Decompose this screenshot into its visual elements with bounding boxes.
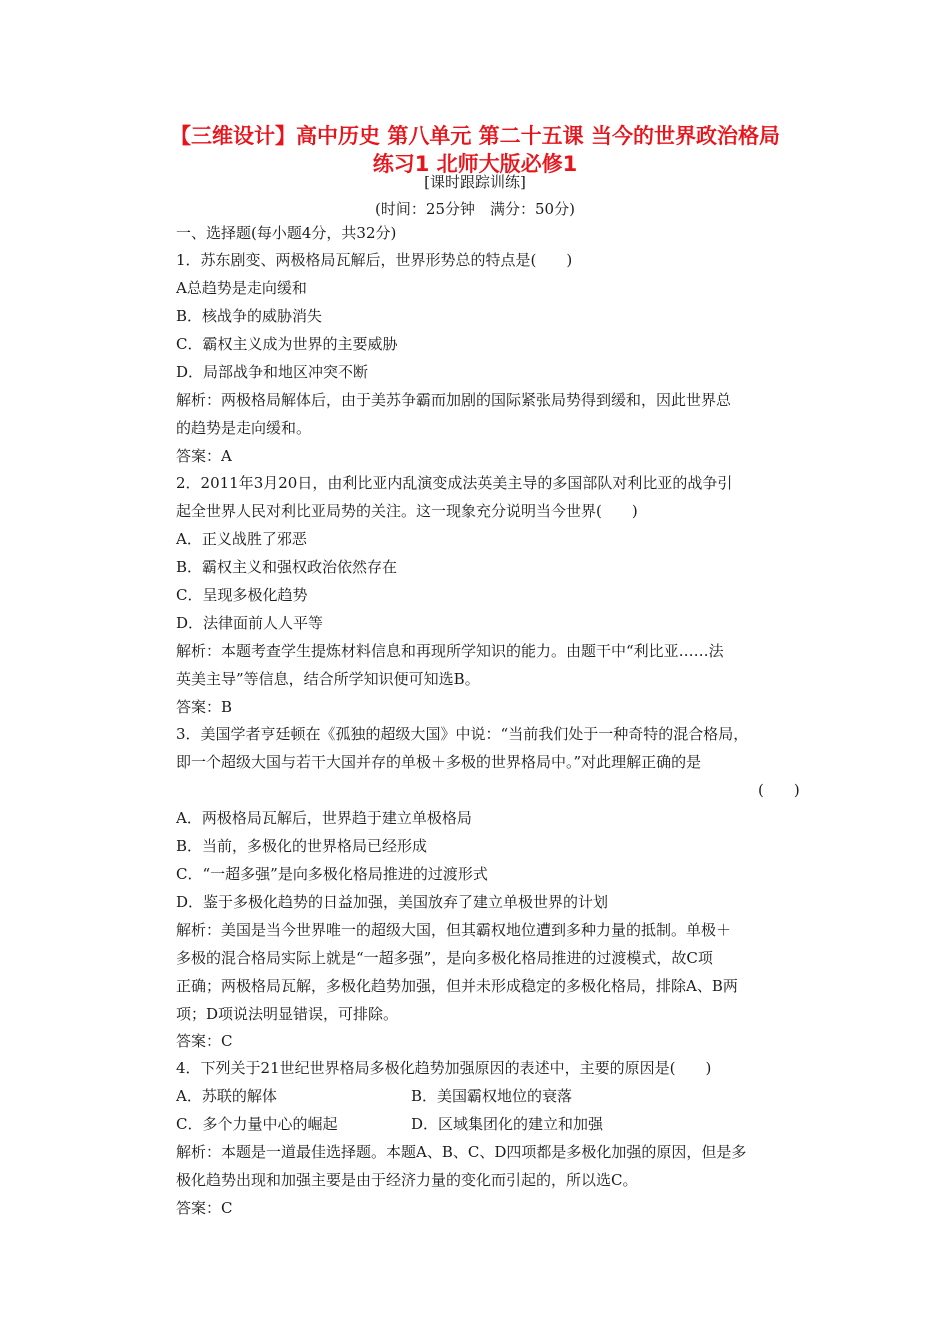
- question-2-option-d: D．法律面前人人平等: [176, 614, 324, 632]
- question-2-analysis-line1: 解析：本题考查学生提炼材料信息和再现所学知识的能力。由题干中“利比亚……法: [176, 642, 724, 660]
- question-4-stem: 4．下列关于21世纪世界格局多极化趋势加强原因的表述中，主要的原因是( ): [176, 1059, 712, 1077]
- question-1-analysis-line1: 解析：两极格局解体后，由于美苏争霸而加剧的国际紧张局势得到缓和，因此世界总: [176, 391, 732, 409]
- question-4-analysis-line1: 解析：本题是一道最佳选择题。本题A、B、C、D四项都是多极化加强的原因，但是多: [176, 1143, 747, 1161]
- question-2-option-b: B．霸权主义和强权政治依然存在: [176, 558, 398, 576]
- document-title-line1: 【三维设计】高中历史 第八单元 第二十五课 当今的世界政治格局: [170, 124, 780, 148]
- question-2-option-c: C．呈现多极化趋势: [176, 586, 308, 604]
- question-4-option-a: A．苏联的解体: [176, 1087, 277, 1105]
- question-3-option-c: C．“一超多强”是向多极化格局推进的过渡形式: [176, 865, 488, 883]
- question-4-option-c: C．多个力量中心的崛起: [176, 1115, 338, 1133]
- question-1-analysis-line2: 的趋势是走向缓和。: [176, 419, 312, 437]
- question-1-option-a: A总趋势是走向缓和: [176, 279, 307, 297]
- question-3-option-a: A．两极格局瓦解后，世界趋于建立单极格局: [176, 809, 472, 827]
- question-4-option-b: B．美国霸权地位的衰落: [411, 1087, 573, 1105]
- question-3-analysis-line4: 项；D项说法明显错误，可排除。: [176, 1005, 399, 1023]
- question-2-answer: 答案：B: [176, 698, 233, 716]
- question-2-option-a: A．正义战胜了邪恶: [176, 530, 307, 548]
- subtitle: [课时跟踪训练]: [424, 173, 526, 191]
- question-3-analysis-line3: 正确；两极格局瓦解，多极化趋势加强，但并未形成稳定的多极化格局，排除A、B两: [176, 977, 738, 995]
- time-score-info: (时间：25分钟 满分：50分): [375, 200, 575, 218]
- question-2-stem-line1: 2．2011年3月20日，由利比亚内乱演变成法英美主导的多国部队对利比亚的战争引: [176, 474, 733, 492]
- question-2-stem-line2: 起全世界人民对利比亚局势的关注。这一现象充分说明当今世界( ): [176, 502, 638, 520]
- question-2-analysis-line2: 英美主导”等信息，结合所学知识便可知选B。: [176, 670, 480, 688]
- question-3-answer-blank: ( ): [758, 781, 800, 799]
- question-1-option-c: C．霸权主义成为世界的主要威胁: [176, 335, 398, 353]
- question-1-stem: 1．苏东剧变、两极格局瓦解后，世界形势总的特点是( ): [176, 251, 573, 269]
- question-3-analysis-line1: 解析：美国是当今世界唯一的超级大国，但其霸权地位遭到多种力量的抵制。单极＋: [176, 921, 732, 939]
- question-3-option-b: B．当前，多极化的世界格局已经形成: [176, 837, 428, 855]
- question-1-option-b: B．核战争的威胁消失: [176, 307, 323, 325]
- question-3-option-d: D．鉴于多极化趋势的日益加强，美国放弃了建立单极世界的计划: [176, 893, 609, 911]
- question-4-analysis-line2: 极化趋势出现和加强主要是由于经济力量的变化而引起的，所以选C。: [176, 1171, 638, 1189]
- question-3-analysis-line2: 多极的混合格局实际上就是“一超多强”，是向多极化格局推进的过渡模式，故C项: [176, 949, 713, 967]
- question-3-stem-line1: 3．美国学者亨廷顿在《孤独的超级大国》中说：“当前我们处于一种奇特的混合格局，: [176, 725, 749, 743]
- question-1-option-d: D．局部战争和地区冲突不断: [176, 363, 369, 381]
- document-title-line2: 练习1 北师大版必修1: [372, 152, 578, 176]
- question-4-answer: 答案：C: [176, 1199, 233, 1217]
- question-3-stem-line2: 即一个超级大国与若干大国并存的单极＋多极的世界格局中。”对此理解正确的是: [176, 753, 702, 771]
- question-4-option-d: D．区域集团化的建立和加强: [411, 1115, 604, 1133]
- section-heading: 一、选择题(每小题4分，共32分): [176, 224, 397, 242]
- question-3-answer: 答案：C: [176, 1032, 233, 1050]
- question-1-answer: 答案：A: [176, 447, 232, 465]
